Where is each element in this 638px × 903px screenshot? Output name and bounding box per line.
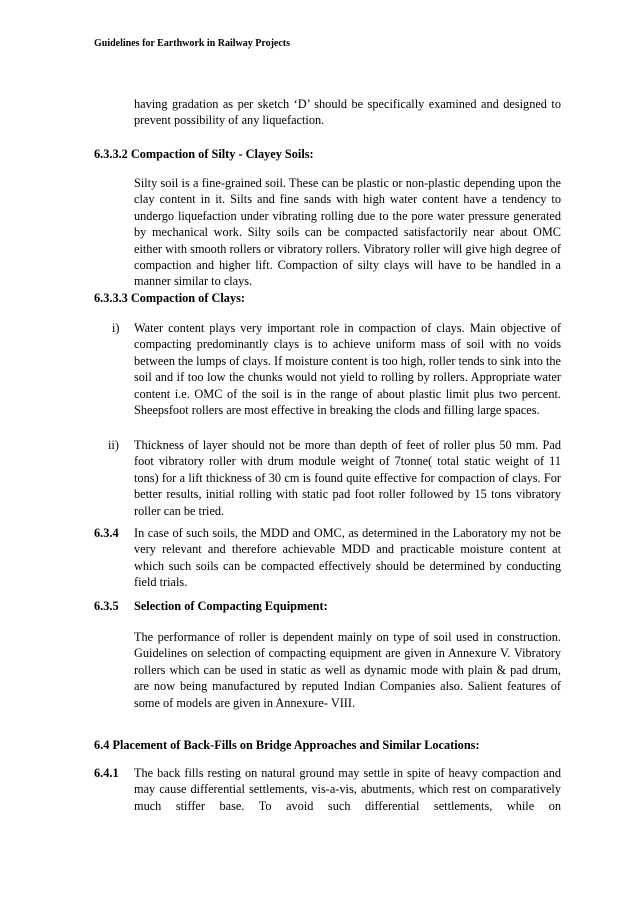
running-header: Guidelines for Earthwork in Railway Projects — [94, 38, 291, 49]
list-marker-ii: ii) — [108, 438, 119, 452]
section-heading-6-3-3-2: 6.3.3.2 Compaction of Silty - Clayey Soils: — [94, 147, 314, 161]
list-marker-i: i) — [112, 321, 120, 335]
section-paragraph-6-4-1: The back fills resting on natural ground may settle in spite of heavy compaction and may cause differential settlements, vis-a-vis, abutments, which rest on comparatively much stiffer base. To avoid such differential settlements, while on — [134, 766, 561, 813]
section-paragraph-6-3-3-2: Silty soil is a fine-grained soil. These can be plastic or non-plastic depending upon the clay content in it. Silts and fine sands with high water content have a tendency to undergo liquefaction under vibrating rolling due to the pore water pressure generated by mechanical work. Silty soils can be compacted satisfactorily near about OMC either with smooth rollers or vibratory rollers. Vibratory roller will give high degree of compaction and higher lift. Compaction of silty clays will have to be handled in a manner similar to clays. — [134, 176, 561, 289]
section-heading-6-4: 6.4 Placement of Back-Fills on Bridge Approaches and Similar Locations: — [94, 738, 480, 752]
intro-paragraph: having gradation as per sketch ‘D’ should be specifically examined and designed to prevent possibility of any liquefaction. — [134, 97, 561, 128]
section-number-6-4-1: 6.4.1 — [94, 766, 119, 780]
list-item-i: Water content plays very important role in compaction of clays. Main objective of compacting predominantly clays is to achieve uniform mass of soil with no voids between the lumps of clays. If moisture content is too high, roller tends to sink into the soil and if too low the chunks would not yield to rolling by rollers. Appropriate water content i.e. OMC of the soil is in the range of about plastic limit plus two percent. Sheepsfoot rollers are most effective in breaking the clods and filling large spaces. — [134, 321, 561, 418]
section-heading-6-3-5: Selection of Compacting Equipment: — [134, 599, 328, 613]
section-paragraph-6-3-4: In case of such soils, the MDD and OMC, as determined in the Laboratory my not be very relevant and therefore achievable MDD and practicable moisture content at which such soils can be compacted effectively should be determined by conducting field trials. — [134, 526, 561, 590]
section-heading-6-3-3-3: 6.3.3.3 Compaction of Clays: — [94, 291, 245, 305]
section-number-6-3-4: 6.3.4 — [94, 526, 119, 540]
section-number-6-3-5: 6.3.5 — [94, 599, 119, 613]
section-paragraph-6-3-5: The performance of roller is dependent mainly on type of soil used in construction. Guidelines on selection of compacting equipment are given in Annexure V. Vibratory rollers which can be used in static as well as dynamic mode with plain & pad drum, are now being manufactured by reputed Indian Companies also. Salient features of some of models are given in Annexure- VIII. — [134, 630, 561, 710]
list-item-ii: Thickness of layer should not be more than depth of feet of roller plus 50 mm. Pad foot vibratory roller with drum module weight of 7tonne( total static weight of 11 tons) for a lift thickness of 30 cm is found quite effective for compaction of clays. For better results, initial rolling with static pad foot roller followed by 15 tons vibratory roller can be tried. — [134, 438, 561, 518]
